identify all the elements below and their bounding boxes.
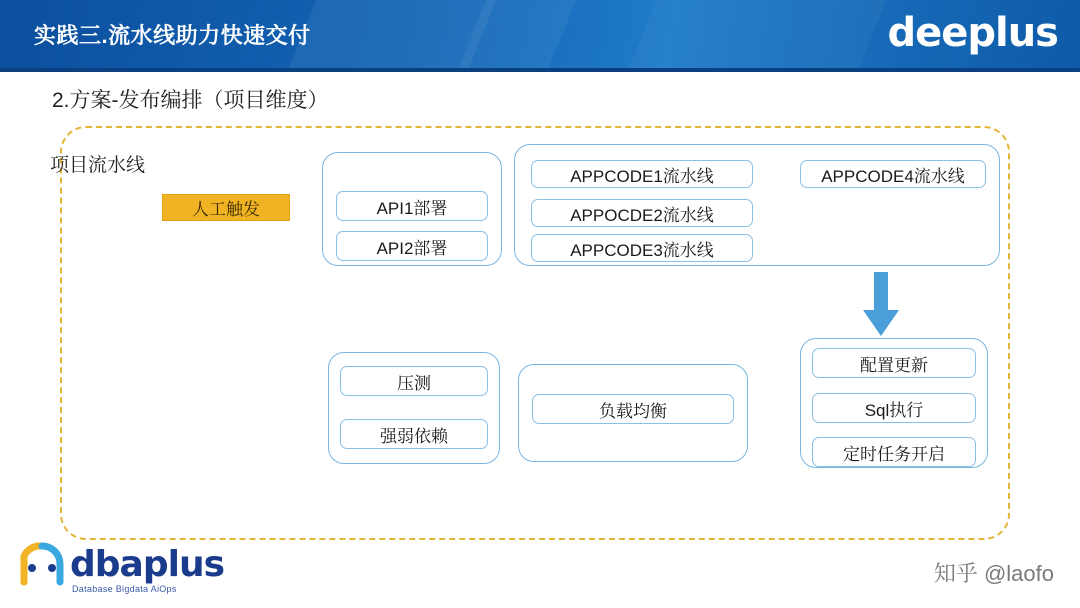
appcode2-pipeline-chip[interactable]: APPOCDE2流水线 <box>531 199 753 227</box>
dbaplus-logo-text: dbaplus <box>70 544 224 585</box>
down-arrow-icon <box>861 272 901 338</box>
header-divider <box>0 68 1080 72</box>
page-header <box>0 0 1080 68</box>
canvas-label: 项目流水线 <box>50 155 146 176</box>
watermark: 知乎 @laofo <box>933 561 1054 586</box>
deeplus-logo: deeplus <box>887 10 1058 56</box>
sql-exec-chip[interactable]: Sql执行 <box>812 393 976 423</box>
manual-trigger-badge[interactable]: 人工触发 <box>162 194 290 221</box>
stress-test-chip[interactable]: 压测 <box>340 366 488 396</box>
section-title: 2.方案-发布编排（项目维度） <box>52 89 329 112</box>
load-balance-chip[interactable]: 负载均衡 <box>532 394 734 424</box>
dbaplus-logo-subtitle: Database Bigdata AiOps <box>72 584 177 594</box>
api2-deploy-chip[interactable]: API2部署 <box>336 231 488 261</box>
dbaplus-mark-icon <box>18 542 66 592</box>
dependency-test-chip[interactable]: 强弱依赖 <box>340 419 488 449</box>
header-stripe-decoration <box>612 0 899 68</box>
scheduled-task-chip[interactable]: 定时任务开启 <box>812 437 976 467</box>
api1-deploy-chip[interactable]: API1部署 <box>336 191 488 221</box>
page-title: 实践三.流水线助力快速交付 <box>34 23 311 48</box>
appcode1-pipeline-chip[interactable]: APPCODE1流水线 <box>531 160 753 188</box>
appcode3-pipeline-chip[interactable]: APPCODE3流水线 <box>531 234 753 262</box>
appcode4-pipeline-chip[interactable]: APPCODE4流水线 <box>800 160 986 188</box>
config-update-chip[interactable]: 配置更新 <box>812 348 976 378</box>
dbaplus-logo <box>18 538 248 600</box>
